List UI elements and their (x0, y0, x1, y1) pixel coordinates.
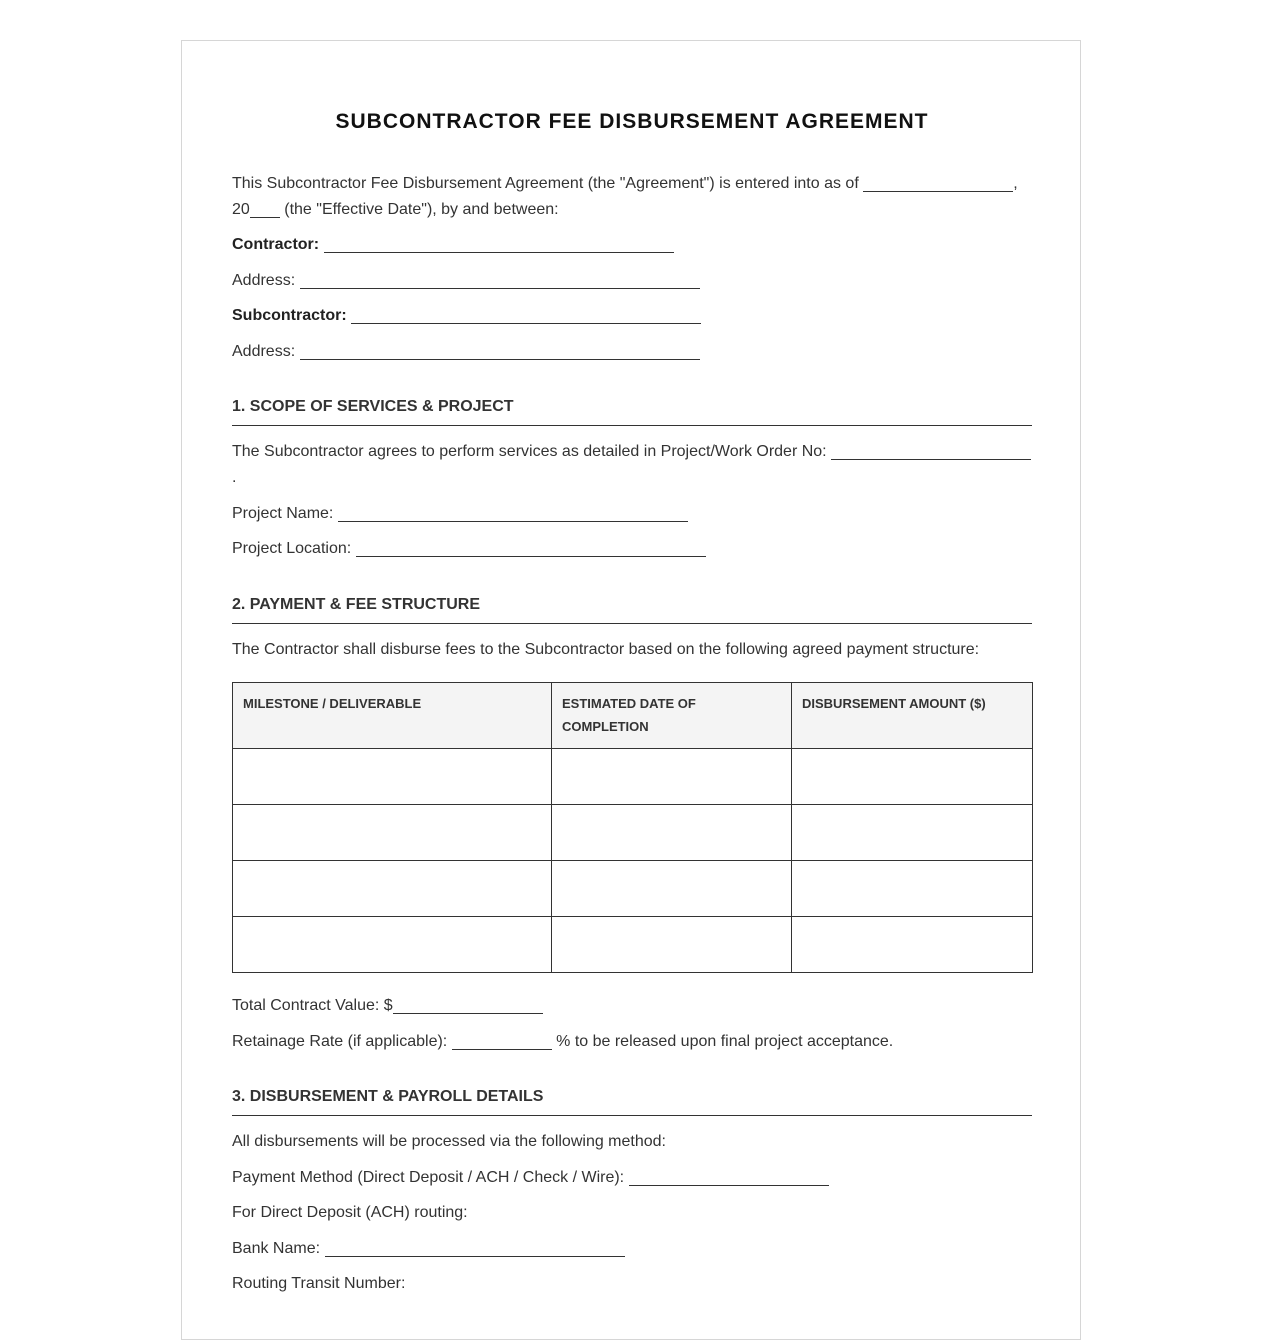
effective-date-blank[interactable] (863, 173, 1013, 192)
amount-cell[interactable] (792, 917, 1033, 973)
section-3-heading: 3. DISBURSEMENT & PAYROLL DETAILS (232, 1088, 1032, 1116)
fee-table-header-row (233, 683, 1033, 749)
project-name-line (232, 501, 688, 527)
subcontractor-label: Subcontractor: (232, 307, 347, 324)
bank-name-line (232, 1236, 625, 1262)
routing-number-label: Routing Transit Number: (232, 1275, 406, 1292)
routing-number-line (232, 1271, 405, 1297)
subcontractor-address-label: Address: (232, 343, 296, 360)
subcontractor-blank[interactable] (351, 305, 701, 324)
retainage-line (232, 1029, 893, 1055)
table-row (233, 917, 1033, 973)
milestone-cell[interactable] (233, 861, 552, 917)
subcontractor-address-blank[interactable] (300, 341, 700, 360)
subcontractor-line (232, 303, 701, 329)
milestone-cell[interactable] (233, 917, 552, 973)
contractor-label: Contractor: (232, 236, 320, 253)
document-page (181, 40, 1081, 1340)
project-location-label: Project Location: (232, 540, 352, 557)
intro-line-1 (232, 171, 1018, 197)
ach-routing-label: For Direct Deposit (ACH) routing: (232, 1204, 468, 1221)
bank-name-label: Bank Name: (232, 1240, 321, 1257)
completion-date-cell[interactable] (552, 805, 792, 861)
scope-text: The Subcontractor agrees to perform services as detailed in Project/Work Order No: (232, 443, 827, 460)
completion-date-cell[interactable] (552, 749, 792, 805)
project-name-blank[interactable] (338, 503, 688, 522)
work-order-blank[interactable] (831, 441, 1031, 460)
scope-line (232, 439, 1031, 465)
subcontractor-address-line (232, 339, 700, 365)
payment-method-line (232, 1165, 829, 1191)
table-row (233, 749, 1033, 805)
milestone-cell[interactable] (233, 749, 552, 805)
completion-date-cell[interactable] (552, 917, 792, 973)
intro-line-2 (232, 197, 559, 223)
payment-structure-text: The Contractor shall disburse fees to the Subcontractor based on the following agreed payment structure: (232, 641, 980, 658)
retainage-suffix: % to be released upon final project acceptance. (556, 1033, 894, 1050)
scope-period: . (232, 469, 237, 486)
payment-method-label: Payment Method (Direct Deposit / ACH / Check / Wire): (232, 1169, 625, 1186)
project-name-label: Project Name: (232, 505, 334, 522)
total-contract-line (232, 993, 543, 1019)
completion-date-cell[interactable] (552, 861, 792, 917)
table-row (233, 805, 1033, 861)
fee-table (232, 682, 1033, 973)
intro-text: This Subcontractor Fee Disbursement Agreement (the "Agreement") is entered into as of (232, 175, 859, 192)
completion-date-header: ESTIMATED DATE OF COMPLETION (552, 683, 792, 749)
project-location-blank[interactable] (356, 538, 706, 557)
milestone-header: MILESTONE / DELIVERABLE (233, 683, 552, 749)
disbursement-amount-header: DISBURSEMENT AMOUNT ($) (792, 683, 1033, 749)
year-blank[interactable] (250, 199, 280, 218)
section-1-heading: 1. SCOPE OF SERVICES & PROJECT (232, 398, 1032, 426)
disbursement-method-text: All disbursements will be processed via the following method: (232, 1133, 666, 1150)
section-2-heading: 2. PAYMENT & FEE STRUCTURE (232, 596, 1032, 624)
contractor-address-blank[interactable] (300, 270, 700, 289)
contractor-line (232, 232, 674, 258)
contractor-address-line (232, 268, 700, 294)
year-prefix: 20 (232, 201, 250, 218)
table-row (233, 861, 1033, 917)
amount-cell[interactable] (792, 749, 1033, 805)
intro-comma: , (1013, 175, 1018, 192)
retainage-label: Retainage Rate (if applicable): (232, 1033, 448, 1050)
contractor-blank[interactable] (324, 234, 674, 253)
project-location-line (232, 536, 706, 562)
contractor-address-label: Address: (232, 272, 296, 289)
milestone-cell[interactable] (233, 805, 552, 861)
payment-method-blank[interactable] (629, 1167, 829, 1186)
intro-effective-date-text: (the "Effective Date"), by and between: (284, 201, 559, 218)
retainage-blank[interactable] (452, 1031, 552, 1050)
amount-cell[interactable] (792, 805, 1033, 861)
amount-cell[interactable] (792, 861, 1033, 917)
bank-name-blank[interactable] (325, 1238, 625, 1257)
total-contract-label: Total Contract Value: $ (232, 997, 393, 1014)
document-title: SUBCONTRACTOR FEE DISBURSEMENT AGREEMENT (335, 110, 929, 133)
total-contract-blank[interactable] (393, 995, 543, 1014)
